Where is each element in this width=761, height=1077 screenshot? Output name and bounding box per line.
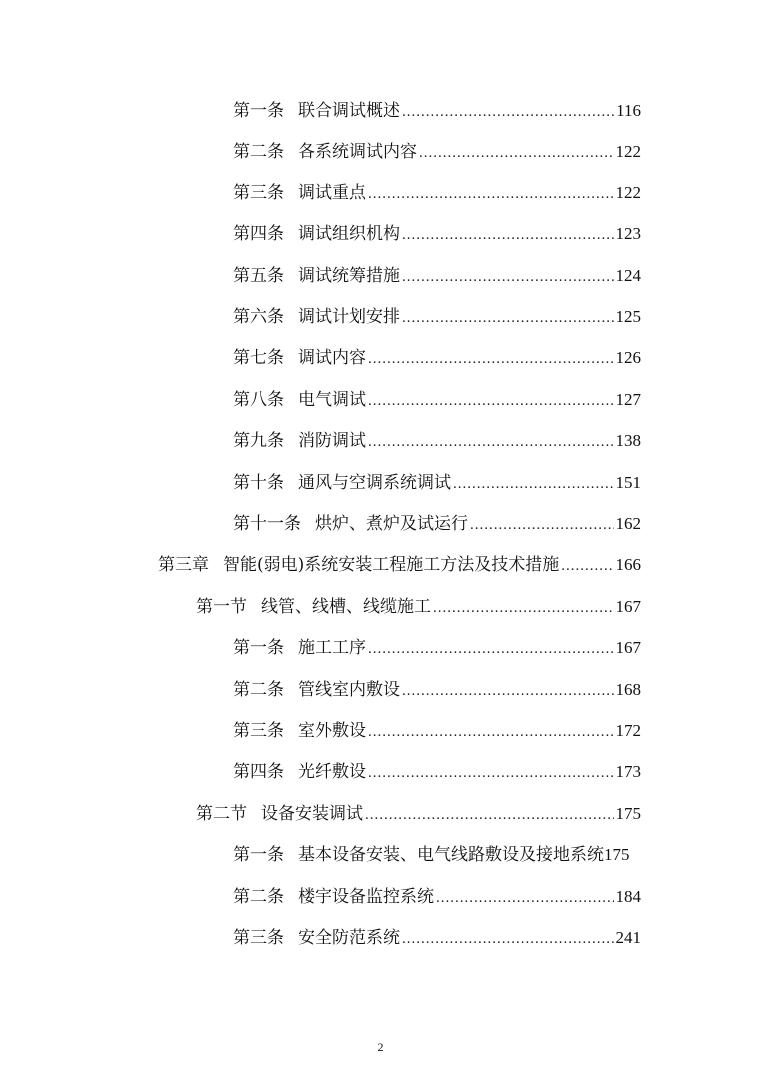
toc-entry[interactable]	[233, 509, 641, 539]
toc-entry-page: 175	[615, 804, 641, 823]
dot-leader	[561, 551, 613, 581]
toc-entry-title: 调试内容	[298, 348, 366, 368]
toc-entry[interactable]	[233, 96, 641, 126]
toc-entry-page: 184	[615, 887, 641, 906]
toc-entry-page: 167	[615, 638, 641, 657]
toc-entry-page: 125	[615, 307, 641, 326]
dot-leader	[368, 717, 614, 747]
toc-entry-page: 122	[615, 142, 641, 161]
toc-entry[interactable]	[233, 923, 641, 953]
toc-entry-page: 138	[615, 431, 641, 450]
toc-entry[interactable]	[233, 219, 641, 249]
toc-entry-number: 第四条	[233, 762, 284, 782]
toc-entry-page: 124	[615, 266, 641, 285]
dot-leader	[402, 303, 614, 333]
toc-entry[interactable]	[233, 716, 641, 746]
toc-entry-number: 第四条	[233, 224, 284, 244]
toc-entry-number: 第三条	[233, 721, 284, 741]
toc-chapter-entry[interactable]	[158, 550, 641, 580]
dot-leader	[402, 220, 614, 250]
dot-leader	[368, 344, 614, 374]
dot-leader	[436, 883, 614, 913]
toc-entry-page: 116	[616, 101, 641, 120]
toc-entry-title: 调试统筹措施	[298, 266, 400, 286]
toc-entry-title: 通风与空调系统调试	[298, 473, 451, 493]
toc-entry-page: 127	[615, 390, 641, 409]
toc-entry-number: 第一条	[233, 845, 284, 865]
dot-leader	[365, 800, 614, 830]
toc-entry[interactable]	[233, 302, 641, 332]
toc-entry-page: 166	[615, 555, 641, 574]
toc-entry-title: 烘炉、煮炉及试运行	[315, 514, 468, 534]
toc-entry-title: 施工工序	[298, 638, 366, 658]
toc-entry-number: 第一节	[196, 597, 247, 617]
toc-entry-title: 调试组织机构	[298, 224, 400, 244]
toc-entry[interactable]	[233, 675, 641, 705]
toc-section-entry[interactable]	[196, 799, 641, 829]
toc-section-entry[interactable]	[196, 592, 641, 622]
toc-entry-number: 第二条	[233, 680, 284, 700]
dot-leader	[368, 427, 614, 457]
toc-entry-title: 消防调试	[298, 431, 366, 451]
toc-entry-number: 第二节	[196, 804, 247, 824]
toc-entry-number: 第三条	[233, 183, 284, 203]
page-number: 2	[377, 1040, 384, 1054]
toc-entry[interactable]	[233, 261, 641, 291]
toc-entry-title: 各系统调试内容	[298, 142, 417, 162]
toc-entry[interactable]	[233, 343, 641, 373]
toc-entry-number: 第三章	[158, 555, 209, 575]
toc-entry-title: 管线室内敷设	[298, 680, 400, 700]
toc-entry-title: 光纤敷设	[298, 762, 366, 782]
dot-leader	[402, 97, 614, 127]
toc-entry-title: 室外敷设	[298, 721, 366, 741]
dot-leader	[419, 138, 614, 168]
dot-leader	[402, 924, 614, 954]
dot-leader	[368, 179, 614, 209]
toc-entry-title: 设备安装调试	[261, 804, 363, 824]
toc-entry-page: 123	[615, 224, 641, 243]
toc-entry[interactable]	[233, 633, 641, 663]
toc-entry-number: 第十条	[233, 473, 284, 493]
toc-entry[interactable]	[233, 468, 641, 498]
toc-entry-number: 第十一条	[233, 514, 301, 534]
toc-entry[interactable]	[233, 178, 641, 208]
toc-entry[interactable]	[233, 137, 641, 167]
toc-entry-page: 168	[615, 680, 641, 699]
toc-entry-number: 第一条	[233, 638, 284, 658]
toc-entry-number: 第八条	[233, 390, 284, 410]
toc-entry-page: 122	[615, 183, 641, 202]
dot-leader	[368, 386, 614, 416]
toc-entry-title: 调试重点	[298, 183, 366, 203]
dot-leader	[470, 510, 614, 540]
toc-entry-page: 167	[615, 597, 641, 616]
toc-entry-title: 智能(弱电)系统安装工程施工方法及技术措施	[223, 555, 560, 575]
toc-entry-number: 第五条	[233, 266, 284, 286]
toc-entry-page: 241	[615, 928, 641, 947]
toc-entry-number: 第二条	[233, 142, 284, 162]
toc-entry[interactable]	[233, 882, 641, 912]
dot-leader	[402, 676, 614, 706]
toc-entry[interactable]	[233, 840, 641, 870]
toc-entry-title: 电气调试	[298, 390, 366, 410]
dot-leader	[402, 262, 614, 292]
toc-entry[interactable]	[233, 385, 641, 415]
dot-leader	[453, 469, 614, 499]
toc-entry-title: 调试计划安排	[298, 307, 400, 327]
toc-entry-page: 175	[604, 845, 630, 864]
toc-entry-number: 第一条	[233, 101, 284, 121]
toc-entry-page: 151	[615, 473, 641, 492]
toc-entry-number: 第二条	[233, 887, 284, 907]
toc-entry-title: 安全防范系统	[298, 928, 400, 948]
toc-entry-number: 第七条	[233, 348, 284, 368]
toc-entry-title: 基本设备安装、电气线路敷设及接地系统	[298, 845, 604, 865]
toc-entry-title: 线管、线槽、线缆施工	[261, 597, 431, 617]
toc-entry[interactable]	[233, 757, 641, 787]
toc-entry-number: 第六条	[233, 307, 284, 327]
toc-entry-page: 172	[615, 721, 641, 740]
dot-leader	[433, 593, 614, 623]
toc-entry-title: 联合调试概述	[298, 101, 400, 121]
dot-leader	[368, 758, 614, 788]
toc-entry-page: 162	[615, 514, 641, 533]
dot-leader	[368, 634, 614, 664]
toc-entry-page: 126	[615, 348, 641, 367]
toc-entry-title: 楼宇设备监控系统	[298, 887, 434, 907]
toc-entry-number: 第九条	[233, 431, 284, 451]
toc-entry[interactable]	[233, 426, 641, 456]
toc-entry-number: 第三条	[233, 928, 284, 948]
toc-entry-page: 173	[615, 762, 641, 781]
